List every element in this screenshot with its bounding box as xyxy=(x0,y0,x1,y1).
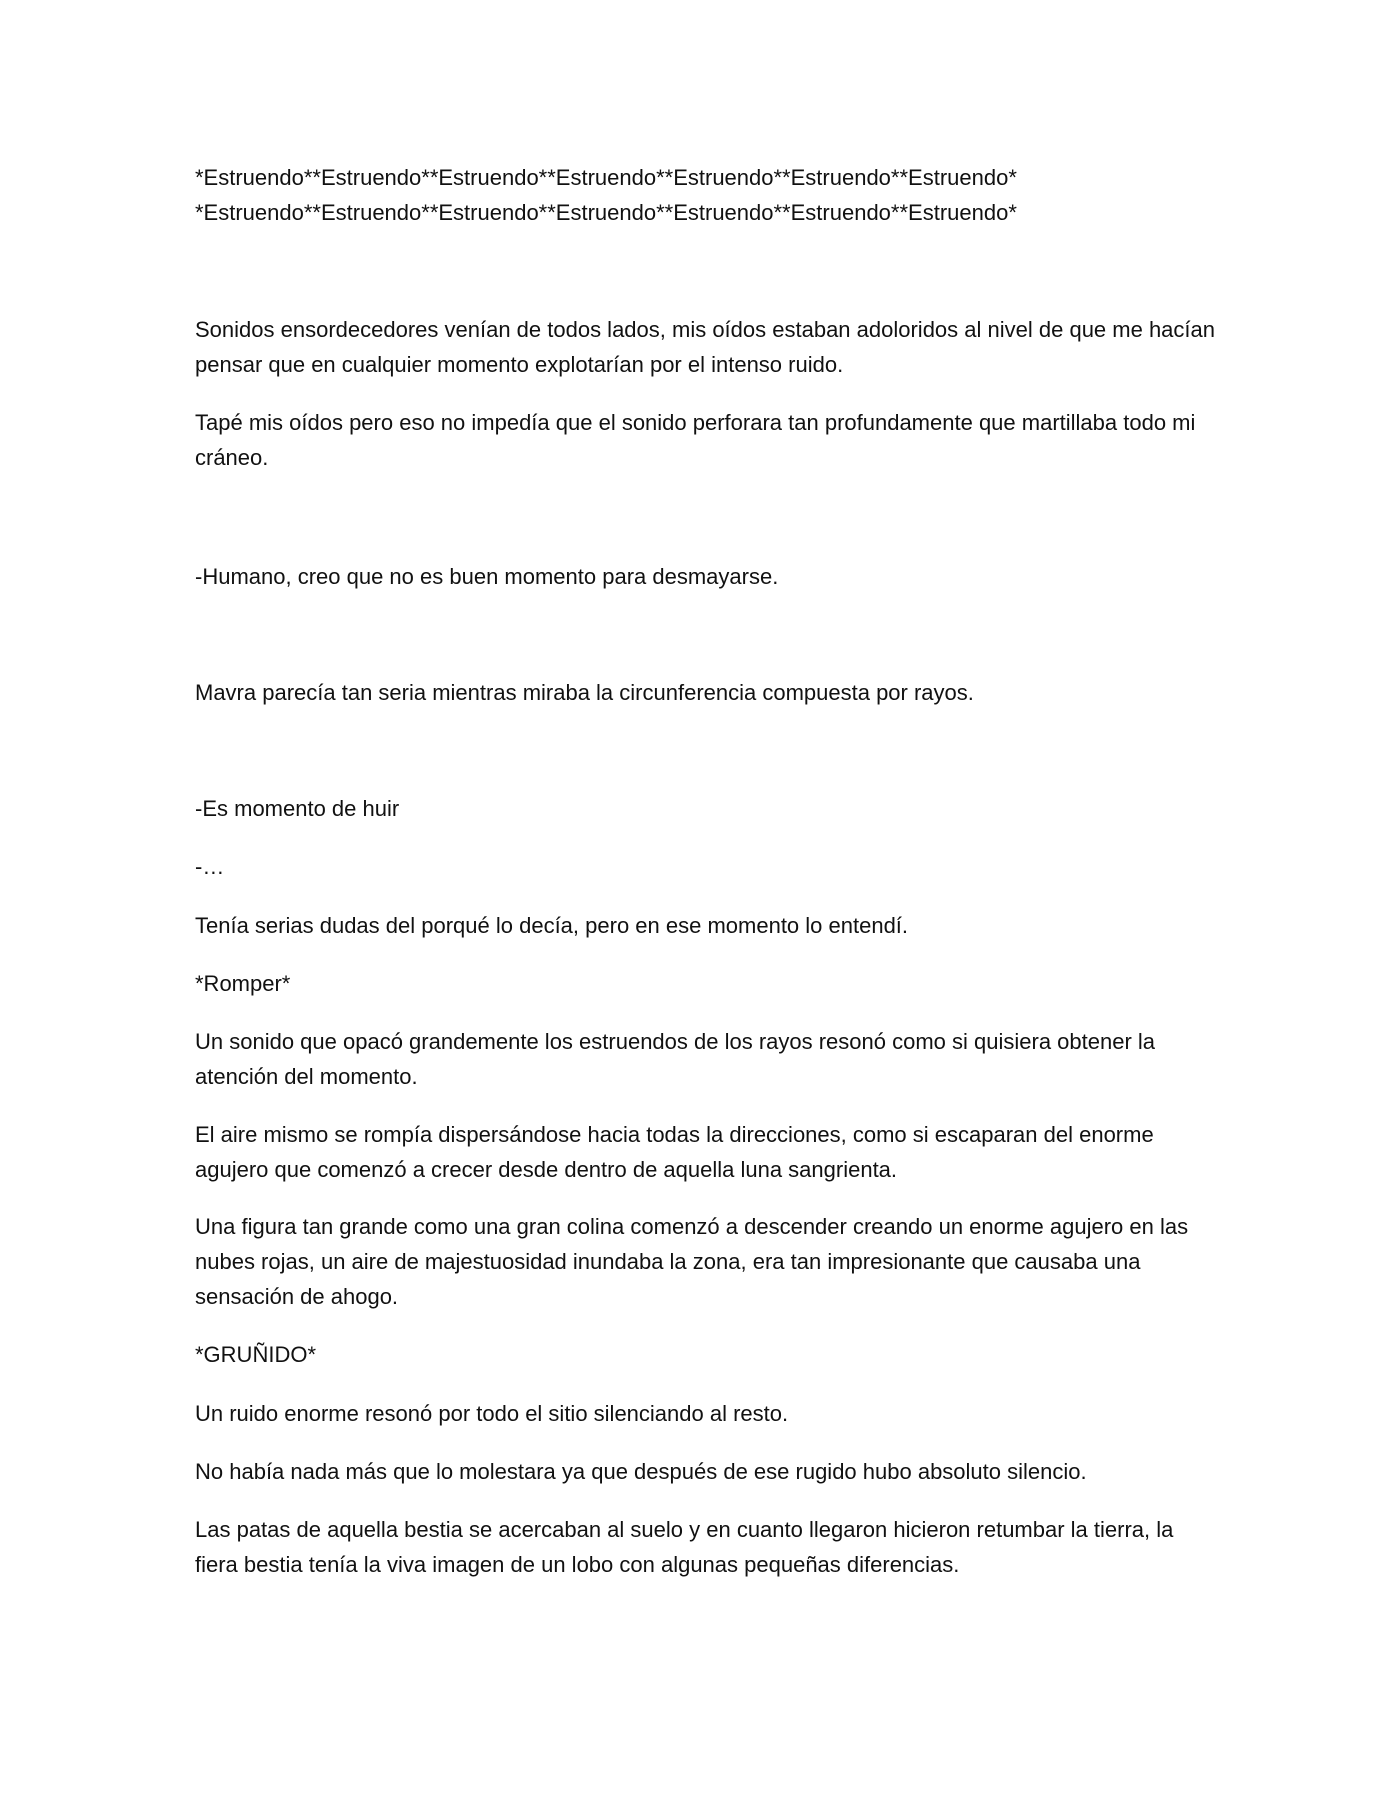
paragraph: El aire mismo se rompía dispersándose hacia todas la direcciones, como si escaparan del enorme agujero que comenzó a crecer desde dentro de aquella luna sangrienta. xyxy=(195,1122,1154,1182)
sound-effect: *GRUÑIDO* xyxy=(195,1342,317,1367)
paragraph: Tenía serias dudas del porqué lo decía, pero en ese momento lo entendí. xyxy=(195,913,909,938)
paragraph: Las patas de aquella bestia se acercaban al suelo y en cuanto llegaron hicieron retumbar la tierra, la fiera bestia tenía la viva imagen de un lobo con algunas pequeñas diferencias. xyxy=(195,1517,1174,1577)
dialogue-line: -… xyxy=(195,854,225,879)
paragraph: Sonidos ensordecedores venían de todos lados, mis oídos estaban adoloridos al nivel de que me hacían pensar que en cualquier momento explotarían por el intenso ruido. xyxy=(195,317,1216,377)
sound-effect: *Romper* xyxy=(195,971,291,996)
paragraph: Un sonido que opacó grandemente los estruendos de los rayos resonó como si quisiera obtener la atención del momento. xyxy=(195,1029,1156,1089)
header-line: *Estruendo**Estruendo**Estruendo**Estruendo**Estruendo**Estruendo**Estruendo* xyxy=(195,165,1017,190)
paragraph: Tapé mis oídos pero eso no impedía que el sonido perforara tan profundamente que martillaba todo mi cráneo. xyxy=(195,410,1196,470)
header-line: *Estruendo**Estruendo**Estruendo**Estruendo**Estruendo**Estruendo**Estruendo* xyxy=(195,200,1017,225)
paragraph: Mavra parecía tan seria mientras miraba la circunferencia compuesta por rayos. xyxy=(195,680,974,705)
paragraph: Una figura tan grande como una gran colina comenzó a descender creando un enorme agujero en las nubes rojas, un aire de majestuosidad inundaba la zona, era tan impresionante que causaba una sensación de ahogo. xyxy=(195,1214,1189,1309)
dialogue-line: -Humano, creo que no es buen momento para desmayarse. xyxy=(195,564,779,589)
paragraph: Un ruido enorme resonó por todo el sitio silenciando al resto. xyxy=(195,1401,789,1426)
paragraph: No había nada más que lo molestara ya que después de ese rugido hubo absoluto silencio. xyxy=(195,1459,1087,1484)
header-sound-effect xyxy=(195,160,1215,230)
dialogue-line: -Es momento de huir xyxy=(195,796,400,821)
